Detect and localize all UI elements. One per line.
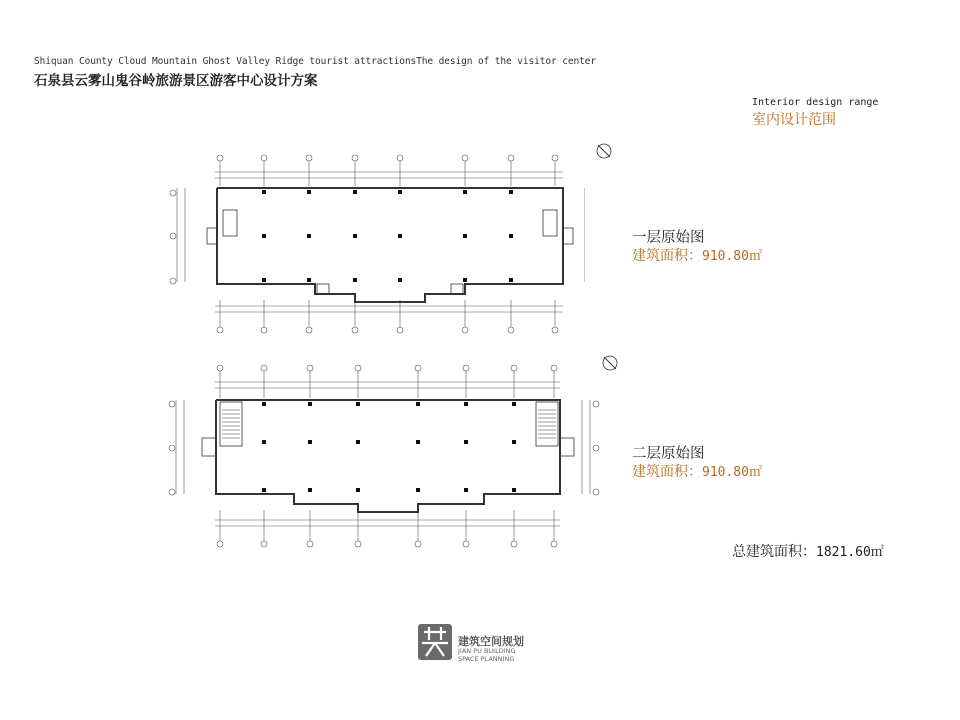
floor1-area-prefix: 建筑面积： xyxy=(632,248,702,264)
logo-text-english-1: JIAN PU BUILDING xyxy=(458,647,516,655)
floor1-area-value: 910.80㎡ xyxy=(702,249,762,264)
floor-plan-2 xyxy=(160,360,600,560)
total-area xyxy=(732,541,884,561)
title-english: Shiquan County Cloud Mountain Ghost Valley Ridge tourist attractionsThe design of the visitor center xyxy=(34,56,596,67)
logo-text-chinese: 建筑空间规划 xyxy=(458,635,524,648)
total-area-prefix: 总建筑面积： xyxy=(732,544,816,560)
floor2-area xyxy=(632,461,762,481)
floor1-area xyxy=(632,245,762,265)
total-area-value: 1821.60㎡ xyxy=(816,545,884,560)
north-arrow-icon xyxy=(594,141,614,161)
floor2-label: 二层原始图 xyxy=(632,446,705,462)
logo-text-english-2: SPACE PLANNING xyxy=(458,655,515,663)
floor2-area-value: 910.80㎡ xyxy=(702,465,762,480)
range-label-english: Interior design range xyxy=(752,97,879,108)
logo-mark-icon xyxy=(416,622,454,662)
floor2-area-prefix: 建筑面积： xyxy=(632,464,702,480)
north-arrow-icon xyxy=(600,353,620,373)
floor1-label: 一层原始图 xyxy=(632,230,705,246)
floor-plan-1 xyxy=(165,150,585,350)
range-label-chinese: 室内设计范围 xyxy=(752,112,836,128)
title-chinese: 石泉县云雾山鬼谷岭旅游景区游客中心设计方案 xyxy=(34,73,318,89)
